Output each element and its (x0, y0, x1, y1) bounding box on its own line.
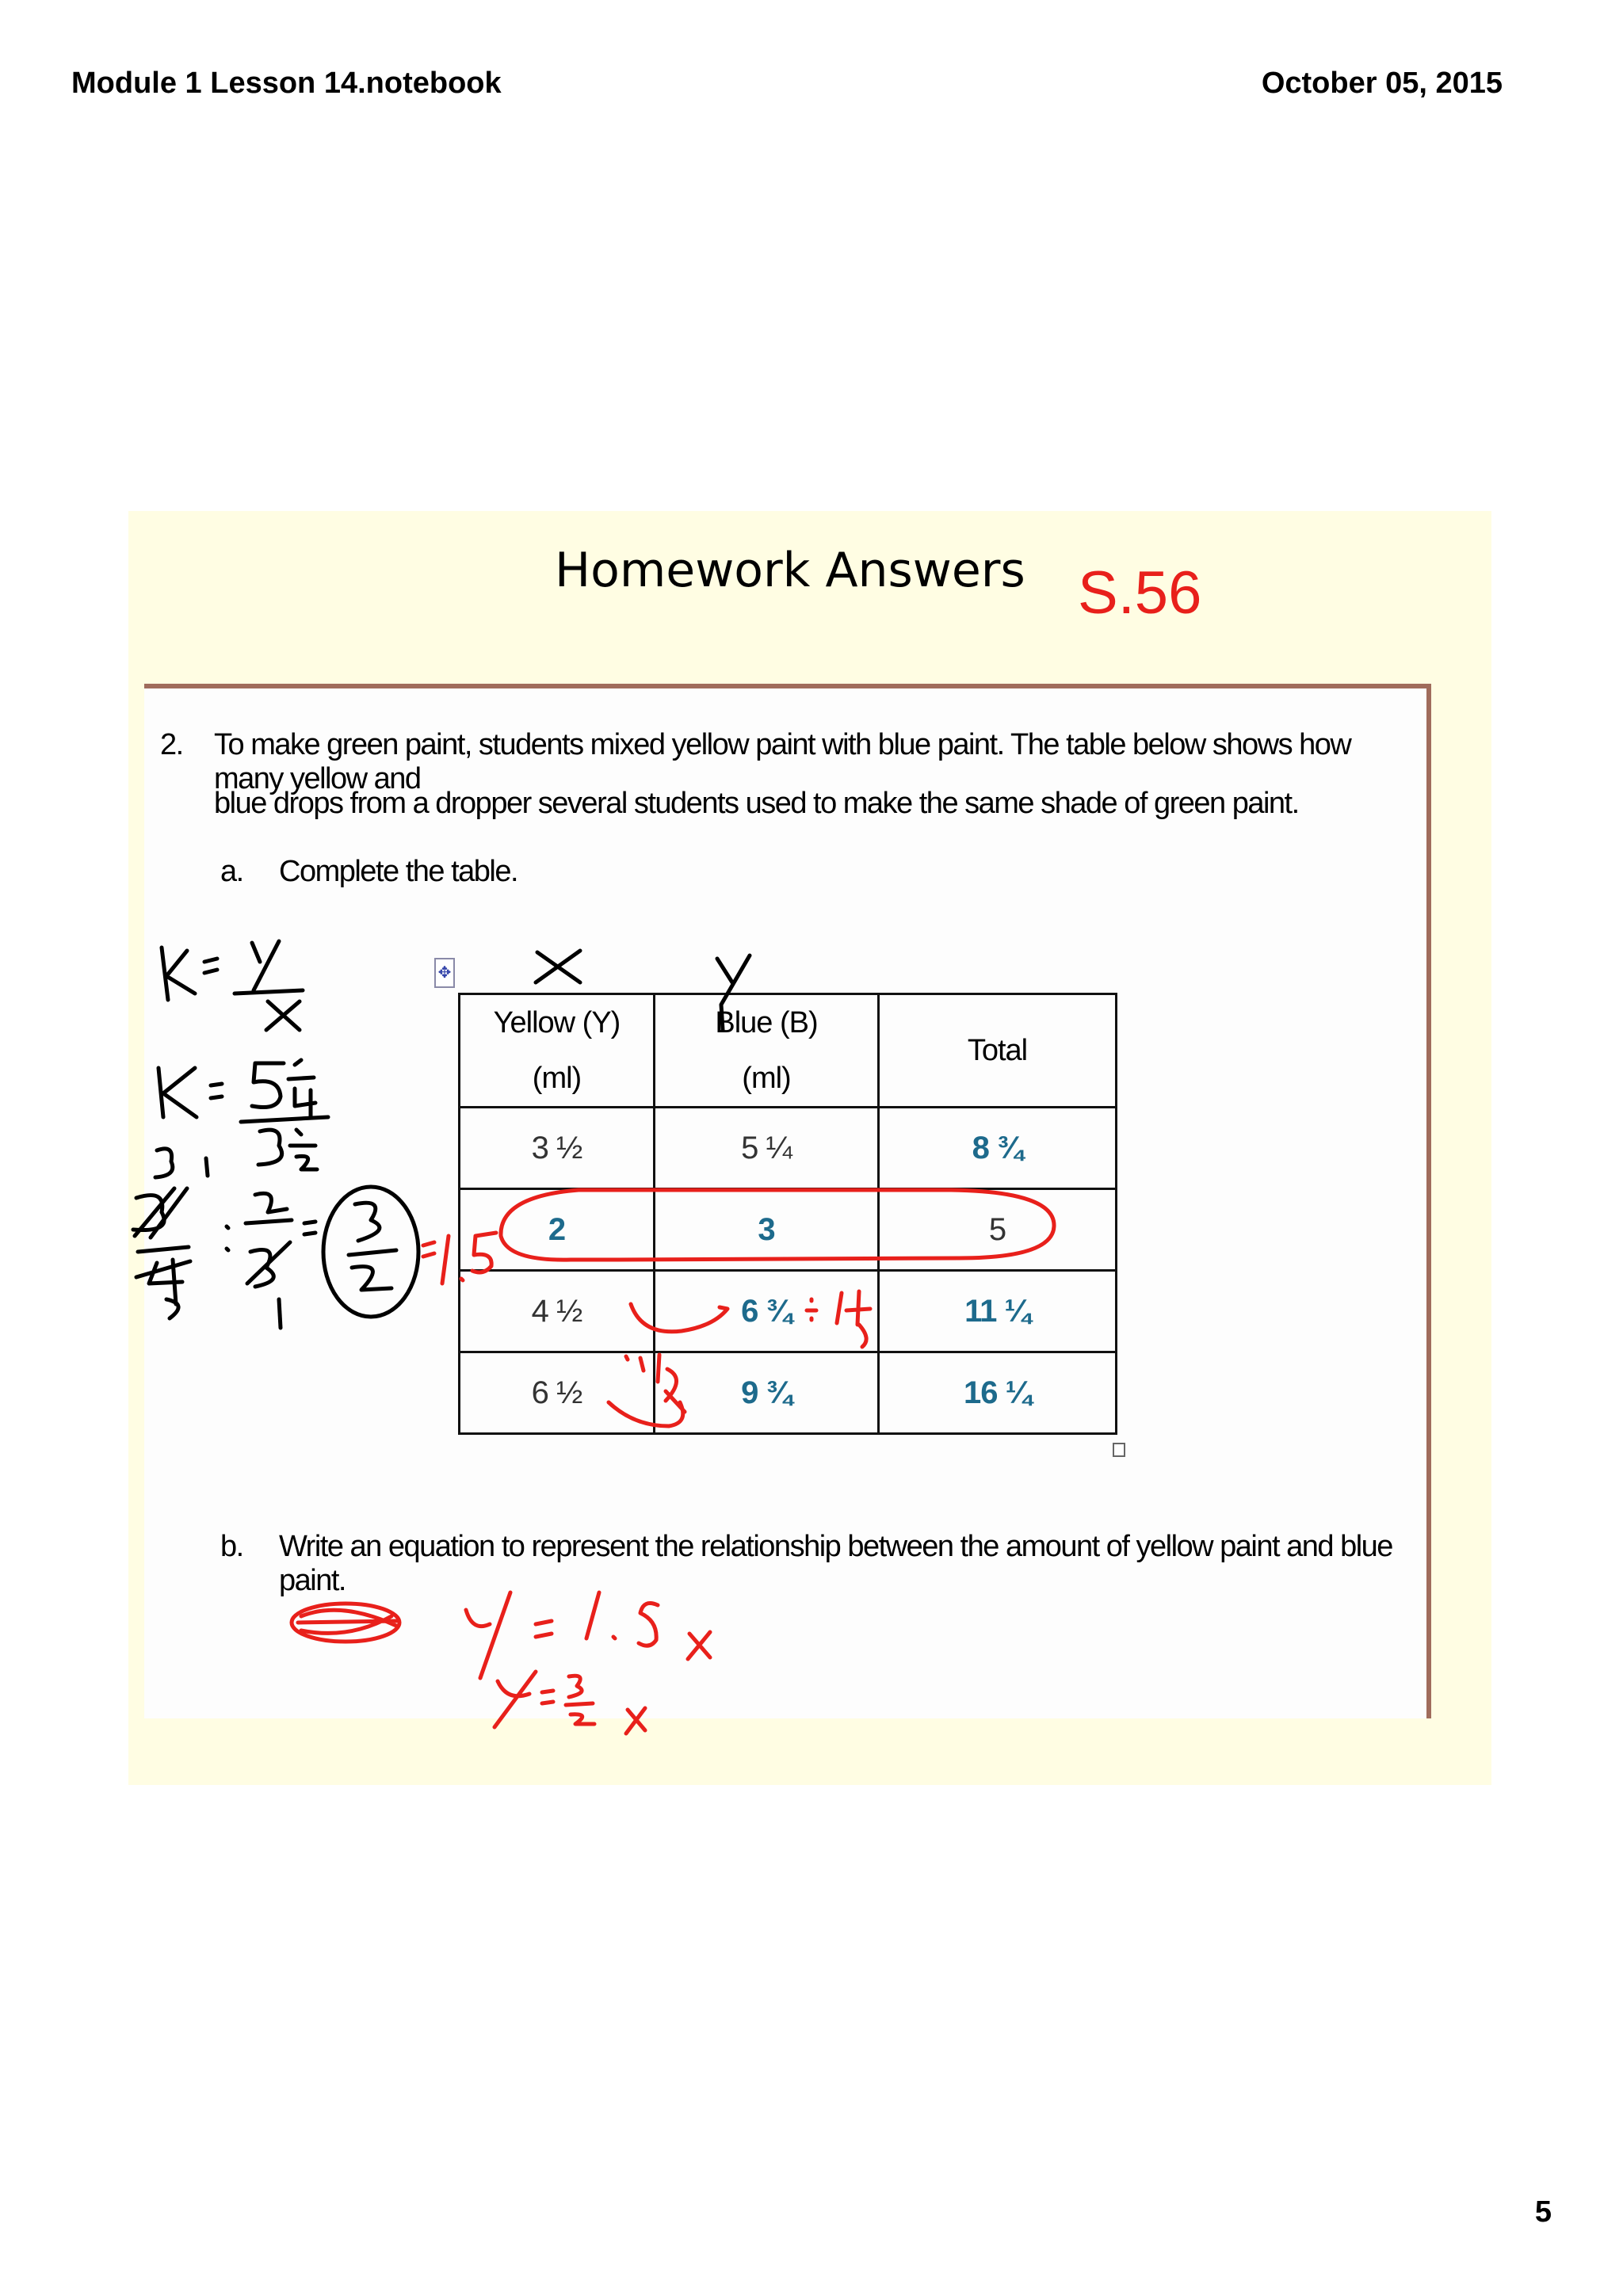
part-b-text: Write an equation to represent the relationship between the amount of yellow paint and blue paint. (279, 1530, 1392, 1597)
cell-total: 8 ¾ (879, 1108, 1117, 1189)
part-b-label: b. (220, 1530, 243, 1563)
table-body (460, 1108, 1117, 1434)
part-a-text: Complete the table. (279, 855, 518, 888)
table-row (460, 1189, 1117, 1271)
notebook-date: October 05, 2015 (1261, 67, 1503, 100)
cell-blue: 3 (655, 1189, 879, 1271)
cell-yellow: 6 ½ (460, 1352, 655, 1434)
problem-text-line-2: blue drops from a dropper several students used to make the same shade of green paint. (214, 787, 1299, 820)
problem-text-line-1: To make green paint, students mixed yellow paint with blue paint. The table below shows how many yellow and (214, 728, 1351, 795)
table-row (460, 1271, 1117, 1352)
paint-ratio-table (458, 993, 1117, 1435)
page-number: 5 (1534, 2195, 1552, 2229)
header-yellow: Yellow (Y) (ml) (460, 994, 655, 1108)
page-reference: S.56 (1078, 559, 1202, 627)
cell-total: 11 ¼ (879, 1271, 1117, 1352)
cell-yellow: 3 ½ (460, 1108, 655, 1189)
part-a-label: a. (220, 855, 243, 888)
cell-blue: 6 ¾ (655, 1271, 879, 1352)
table-row (460, 1108, 1117, 1189)
cell-total: 5 (879, 1189, 1117, 1271)
header-blue: Blue (B) (ml) (655, 994, 879, 1108)
cell-blue: 9 ¾ (655, 1352, 879, 1434)
slide-canvas (128, 511, 1491, 1785)
cell-blue: 5 ¼ (655, 1108, 879, 1189)
cell-yellow: 2 (460, 1189, 655, 1271)
problem-number: 2. (160, 728, 183, 761)
table-resize-handle-icon[interactable] (1113, 1443, 1125, 1457)
slide-title: Homework Answers (555, 543, 1025, 598)
cell-total: 16 ¼ (879, 1352, 1117, 1434)
header-total: Total (879, 994, 1117, 1108)
worksheet-image (144, 684, 1431, 1718)
table-move-handle-icon[interactable]: ✥ (434, 958, 455, 988)
notebook-title: Module 1 Lesson 14.notebook (71, 67, 502, 100)
table-header-row (460, 994, 1117, 1108)
cell-yellow: 4 ½ (460, 1271, 655, 1352)
table-row (460, 1352, 1117, 1434)
